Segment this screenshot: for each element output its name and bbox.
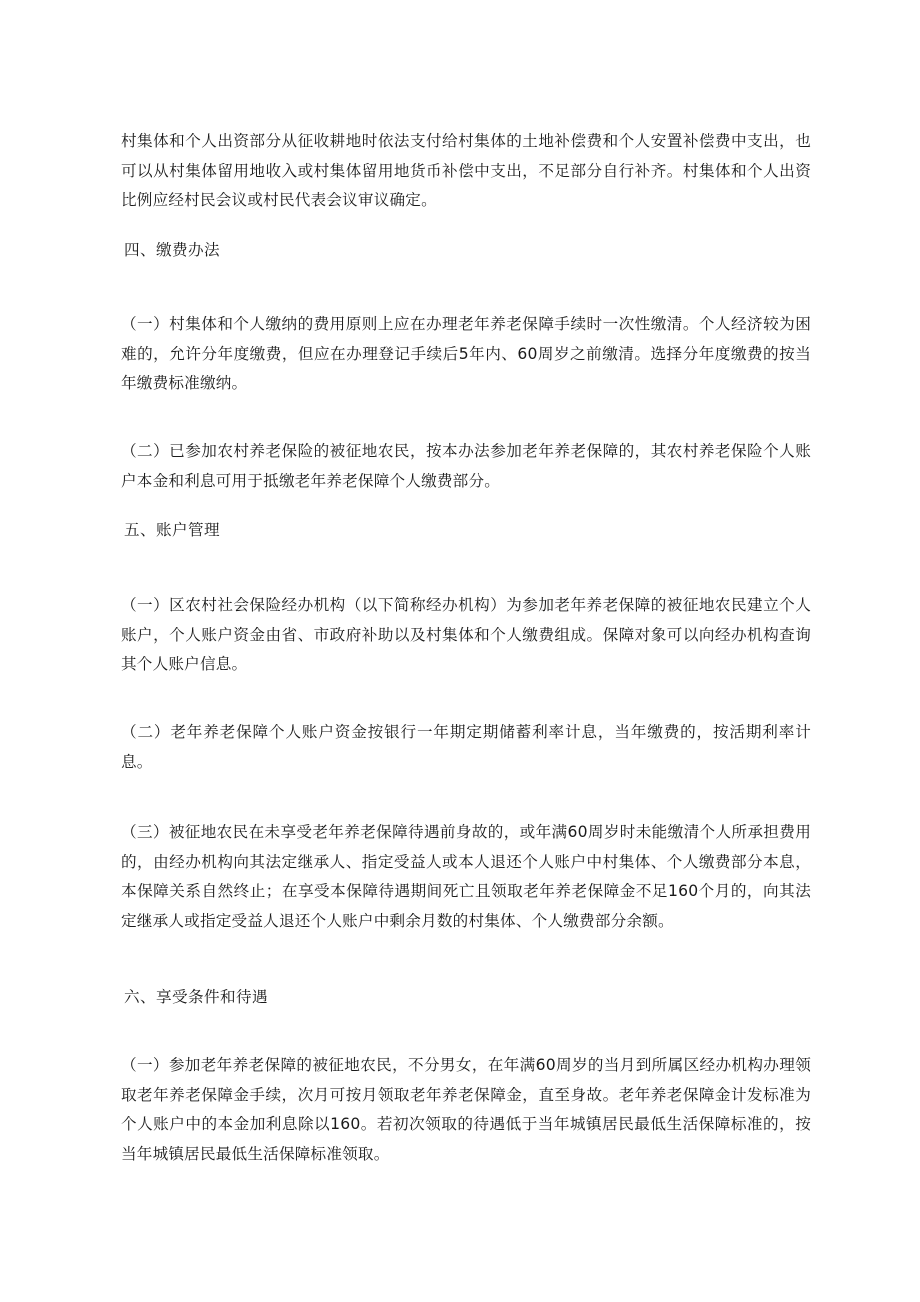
section-5-paragraph-2: （二）老年养老保障个人账户资金按银行一年期定期储蓄利率计息，当年缴费的，按活期利率计息。 [121,723,811,771]
section-4-paragraph-1: （一）村集体和个人缴纳的费用原则上应在办理老年养老保障手续时一次性缴清。个人经济较为困难的，允许分年度缴费，但应在办理登记手续后5年内、60周岁之前缴清。选择分年度缴费的按当年缴费标准缴纳。 [121,315,811,392]
section-6-heading: 六、享受条件和待遇 [124,988,268,1006]
section-6-paragraph-1: （一）参加老年养老保障的被征地农民，不分男女，在年满60周岁的当月到所属区经办机构办理领取老年养老保障金手续，次月可按月领取老年养老保障金，直至身故。老年养老保障金计发标准为个人账户中的本金加利息除以160。若初次领取的待遇低于当年城镇居民最低生活保障标准的，按当年城镇居民最低生活保障标准领取。 [121,1056,811,1163]
section-5-heading: 五、账户管理 [124,521,220,539]
section-5-paragraph-1: （一）区农村社会保险经办机构（以下简称经办机构）为参加老年养老保障的被征地农民建立个人账户，个人账户资金由省、市政府补助以及村集体和个人缴费组成。保障对象可以向经办机构查询其个人账户信息。 [121,596,811,673]
intro-paragraph: 村集体和个人出资部分从征收耕地时依法支付给村集体的土地补偿费和个人安置补偿费中支出，也可以从村集体留用地收入或村集体留用地货币补偿中支出，不足部分自行补齐。村集体和个人出资比例应经村民会议或村民代表会议审议确定。 [121,132,811,209]
section-4-paragraph-2: （二）已参加农村养老保险的被征地农民，按本办法参加老年养老保障的，其农村养老保险个人账户本金和利息可用于抵缴老年养老保障个人缴费部分。 [121,442,811,490]
section-4-heading: 四、缴费办法 [124,241,220,259]
section-5-paragraph-3: （三）被征地农民在未享受老年养老保障待遇前身故的，或年满60周岁时未能缴清个人所承担费用的，由经办机构向其法定继承人、指定受益人或本人退还个人账户中村集体、个人缴费部分本息，本保障关系自然终止；在享受本保障待遇期间死亡且领取老年养老保障金不足160个月的，向其法定继承人或指定受益人退还个人账户中剩余月数的村集体、个人缴费部分余额。 [121,823,811,930]
